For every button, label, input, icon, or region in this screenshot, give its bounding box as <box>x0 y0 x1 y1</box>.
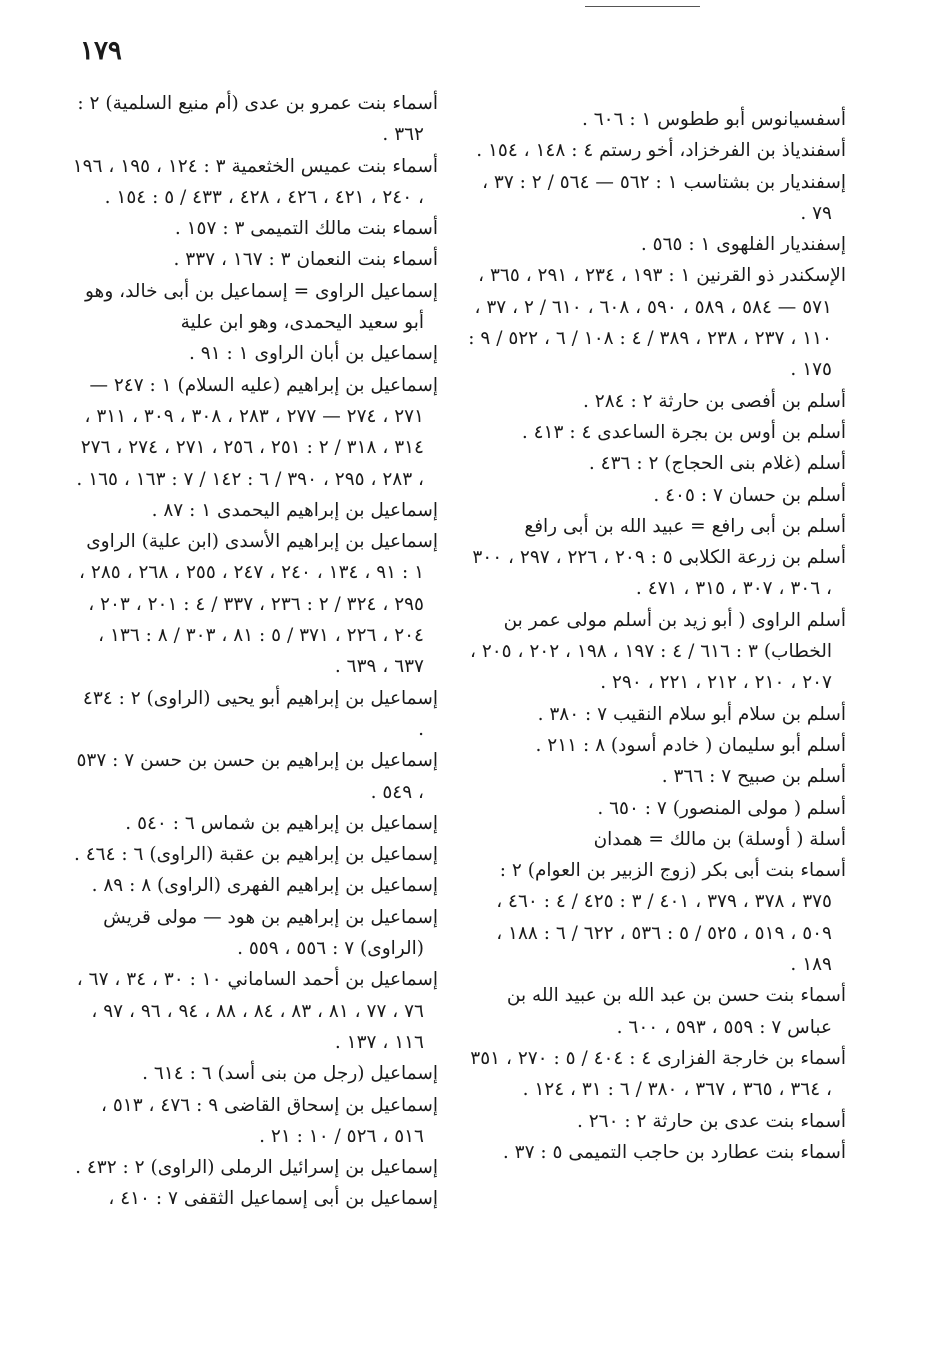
index-entry: أسلم بن زرعة الكلابى ٥ : ٢٠٩ ، ٢٢٦ ، ٢٩٧ ، ٣٠٠ ، ٣٠٦ ، ٣٠٧ ، ٣١٥ ، ٤٧١ . <box>466 547 846 600</box>
left-column <box>66 88 438 1215</box>
index-entry: إسماعيل بن إبراهيم بن شماس ٦ : ٥٤٠ . <box>125 812 438 834</box>
right-column <box>462 104 846 1168</box>
index-entry: أسلة ( أوسلة) بن مالك = همدان <box>593 828 846 850</box>
index-entry: أسلم بن صبيح ٧ : ٣٦٦ . <box>661 766 846 788</box>
index-entry: أسلم بن أوس بن بجرة الساعدى ٤ : ٤١٣ . <box>521 421 846 443</box>
index-entry: إسماعيل بن إبراهيم بن حسن بن حسن ٧ : ٥٣٧ ، ٥٤٩ . <box>70 750 438 803</box>
index-entry: أسماء بنت عمرو بن عدى (أم منيع السلمية) ٢ : ٣٦٢ . <box>71 93 438 146</box>
index-entry: أسماء بنت عدى بن حارثة ٢ : ٢٦٠ . <box>576 1110 846 1132</box>
index-entry: الإسكندر ذو القرنين ١ : ١٩٣ ، ٢٣٤ ، ٢٩١ ، ٣٦٥ ، ٥٧١ — ٥٨٤ ، ٥٨٩ ، ٥٩٠ ، ٦٠٨ ، ٦١٠ / ٢ ، ٣٧ ، ١١٠ ، ٢٣٧ ، ٢٣٨ ، ٣٨٩ / ٤ : ١٠٨ / ٦ ، ٥٢٢ / ٩ : ١٧٥ . <box>462 265 846 381</box>
index-entry: إسماعيل بن إسرائيل الرملى (الراوى) ٢ : ٤٣٢ . <box>75 1157 438 1179</box>
index-entry: أسفندياذ بن الفرخزاد، أخو رستم ٤ : ١٤٨ ، ١٥٤ . <box>476 140 846 162</box>
index-entry: أسلم بن أبى رافع = عبيد الله بن أبى رافع <box>524 515 846 537</box>
index-entry: إسماعيل بن أبان الراوى ١ : ٩١ . <box>189 343 438 365</box>
index-entry: أسماء بنت عميس الخثعمية ٣ : ١٢٤ ، ١٩٥ ، ١٩٦ ، ٢٤٠ ، ٤٢١ ، ٤٢٦ ، ٤٢٨ ، ٤٣٣ / ٥ : ١٥٤ . <box>66 155 438 208</box>
index-entry: إسماعيل بن إبراهيم الفهرى (الراوى) ٨ : ٨٩ . <box>91 875 438 897</box>
index-entry: أسلم بن سلام أبو سلام النقيب ٧ : ٣٨٠ . <box>537 703 846 725</box>
index-entry: إسماعيل بن إبراهيم بن هود — مولى قريش (الراوى) ٧ : ٥٥٦ ، ٥٥٩ . <box>97 906 438 960</box>
index-entry: أسماء بنت عطارد بن حاجب التميمى ٥ : ٣٧ . <box>502 1141 846 1163</box>
index-entry: إسفنديار الفلهوى ١ : ٥٦٥ . <box>640 234 846 256</box>
index-entry: أسلم الراوى ( أبو زيد بن أسلم مولى عمر بن الخطاب) ٣ : ٦١٦ / ٤ : ١٩٧ ، ١٩٨ ، ٢٠٢ ، ٢٠٥ ، ٢٠٧ ، ٢١٠ ، ٢١٢ ، ٢٢١ ، ٢٩٠ . <box>464 609 846 694</box>
index-entry: إسماعيل بن إبراهيم بن عقبة (الراوى) ٦ : ٤٦٤ . <box>73 844 438 866</box>
index-entry: إسماعيل بن أبى إسماعيل الثقفى ٧ : ٤١٠ ، <box>108 1188 438 1210</box>
index-entry: إسفنديار بن بشتاسب ١ : ٥٦٢ — ٥٦٤ / ٢ : ٣٧ ، ٧٩ . <box>476 171 846 224</box>
index-entry: إسماعيل بن إسحاق القاضى ٩ : ٤٧٦ ، ٥١٣ ، ٥١٦ ، ٥٢٦ / ١٠ : ٢١ . <box>95 1094 438 1147</box>
top-rule <box>585 6 700 7</box>
index-entry: أسلم أبو سليمان ( خادم أسود) ٨ : ٢١١ . <box>535 734 846 756</box>
index-entry: إسماعيل بن إبراهيم الأسدى (ابن علية) الراوى ١ : ٩١ ، ١٣٤ ، ٢٤٠ ، ٢٤٧ ، ٢٥٥ ، ٢٦٨ ، ٢٨٥ ، ٢٩٥ ، ٣٢٤ / ٢ : ٢٣٦ ، ٣٣٧ / ٤ : ٢٠١ ، ٢٠٣ ، ٢٠٤ ، ٢٢٦ ، ٣٧١ / ٥ : ٨١ ، ٣٠٣ / ٨ : ١٣٦ ، ٦٣٧ ، ٦٣٩ . <box>73 531 438 678</box>
index-entry: إسماعيل بن إبراهيم اليحمدى ١ : ٨٧ . <box>151 499 438 521</box>
index-entry: أسفسيانوس أبو ططوس ١ : ٦٠٦ . <box>581 109 846 130</box>
index-entry: أسماء بنت أبى بكر (زوج الزبير بن العوام) ٢ : ٣٧٥ ، ٣٧٨ ، ٣٧٩ ، ٤٠١ / ٣ : ٤٢٥ / ٤ : ٤٦٠ ، ٥٠٩ ، ٥١٩ ، ٥٢٥ / ٥ : ٥٣٦ ، ٦٢٢ / ٦ : ١٨٨ ، ١٨٩ . <box>490 860 846 976</box>
index-entry: أسماء بنت حسن بن عبد الله بن عبيد الله بن عباس ٧ : ٥٥٩ ، ٥٩٣ ، ٦٠٠ . <box>501 985 846 1038</box>
index-entry: أسلم ( مولى المنصور) ٧ : ٦٥٠ . <box>597 797 846 819</box>
page-number: ١٧٩ <box>80 36 122 66</box>
index-entry: إسماعيل الراوى = إسماعيل بن أبى خالد، وهو أبو سعيد اليحمدى، وهو ابن علية <box>79 280 438 334</box>
index-entry: إسماعيل بن أحمد الساماني ١٠ : ٣٠ ، ٣٤ ، ٦٧ ، ٧٦ ، ٧٧ ، ٨١ ، ٨٣ ، ٨٤ ، ٨٨ ، ٩٤ ، ٩٦ ، ٩٧ ، ١١٦ ، ١٣٧ . <box>70 969 438 1053</box>
index-entry: أسلم بن أفصى بن حارثة ٢ : ٢٨٤ . <box>583 390 846 412</box>
index-entry: أسلم (غلام بنى الحجاج) ٢ : ٤٣٦ . <box>588 453 846 475</box>
index-entry: إسماعيل بن إبراهيم أبو يحيى (الراوى) ٢ : ٤٣٤ . <box>77 687 438 740</box>
index-entry: أسماء بنت النعمان ٣ : ١٦٧ ، ٣٣٧ . <box>173 249 438 271</box>
index-entry: إسماعيل بن إبراهيم (عليه السلام) ١ : ٢٤٧ — ٢٧١ ، ٢٧٤ — ٢٧٧ ، ٢٨٣ ، ٣٠٨ ، ٣٠٩ ، ٣١١ ، ٣١٤ ، ٣١٨ / ٢ : ٢٥١ ، ٢٥٦ ، ٢٧١ ، ٢٧٤ ، ٢٧٦ ، ٢٨٣ ، ٢٩٥ ، ٣٩٠ / ٦ : ١٤٢ / ٧ : ١٦٣ ، ١٦٥ . <box>74 374 438 490</box>
index-entry: أسماء بن خارجة الفزارى ٤ : ٤٠٤ / ٥ : ٢٧٠ ، ٣٥١ ، ٣٦٤ ، ٣٦٥ ، ٣٦٧ ، ٣٨٠ / ٦ : ٣١ ، ١٢٤ . <box>464 1047 846 1101</box>
index-entry: أسماء بنت مالك التميمى ٣ : ١٥٧ . <box>174 218 438 240</box>
index-entry: أسلم بن حسان ٧ : ٤٠٥ . <box>653 484 846 506</box>
index-entry: إسماعيل (رجل من بنى أسد) ٦ : ٦١٤ . <box>142 1063 438 1085</box>
